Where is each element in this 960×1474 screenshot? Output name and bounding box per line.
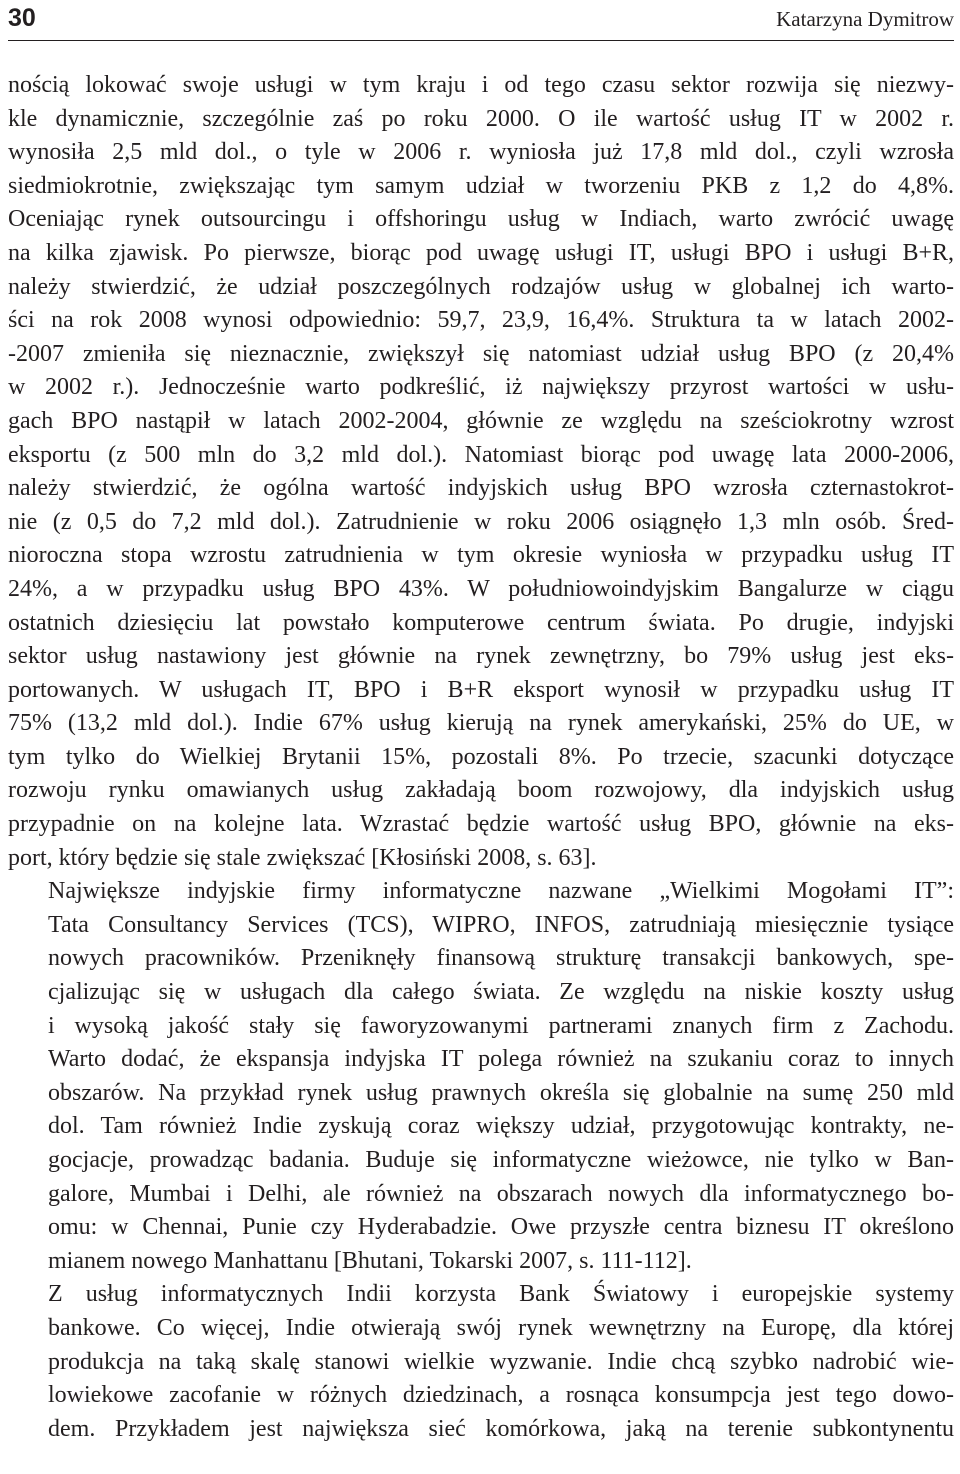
text-line: galore, Mumbai i Delhi, ale również na obszarach nowych dla informatycznego bo- xyxy=(48,1180,954,1207)
body-text xyxy=(8,69,954,1446)
text-line: siedmiokrotnie, zwiększając tym samym udział w tworzeniu PKB z 1,2 do 4,8%. xyxy=(8,172,954,199)
text-line: nowych pracowników. Przeniknęły finansową strukturę transakcji bankowych, spe- xyxy=(48,945,954,972)
paragraph-2 xyxy=(8,875,954,1278)
text-line: wynosiła 2,5 mld dol., o tyle w 2006 r. wyniosła już 17,8 mld dol., czyli wzrosła xyxy=(8,139,954,166)
text-line: nioroczna stopa wzrostu zatrudnienia w tym okresie wyniosła w przypadku usług IT xyxy=(8,542,954,569)
text-line: nie (z 0,5 do 7,2 mld dol.). Zatrudnienie w roku 2006 osiągnęło 1,3 mln osób. Śred- xyxy=(8,508,954,535)
text-line: rozwoju rynku omawianych usług zakładają boom rozwojowy, dla indyjskich usług xyxy=(8,777,954,804)
text-line: ostatnich dziesięciu lat powstało komputerowe centrum świata. Po drugie, indyjski xyxy=(8,609,954,636)
text-line: należy stwierdzić, że ogólna wartość indyjskich usług BPO wzrosła czternastokrot- xyxy=(8,475,954,502)
text-line: gocjacje, prowadząc badania. Buduje się informatyczne wieżowce, nie tylko w Ban- xyxy=(48,1147,954,1173)
text-line: w 2002 r.). Jednocześnie warto podkreślić, iż największy przyrost wartości w usłu- xyxy=(8,374,954,401)
text-line: lowiekowe zacofanie w różnych dziedzinach, a rosnąca konsumpcja jest tego dowo- xyxy=(48,1382,954,1409)
text-line: nością lokować swoje usługi w tym kraju i od tego czasu sektor rozwija się niezwy- xyxy=(8,72,954,98)
text-line: dem. Przykładem jest największa sieć komórkowa, jaką na terenie subkontynentu xyxy=(48,1415,954,1442)
text-line: kle dynamicznie, szczególnie zaś po roku 2000. O ile wartość usług IT w 2002 r. xyxy=(8,105,954,132)
text-line: 24%, a w przypadku usług BPO 43%. W południowoindyjskim Bangalurze w ciągu xyxy=(8,575,954,602)
text-line: mianem nowego Manhattanu [Bhutani, Tokarski 2007, s. 111-112]. xyxy=(48,1247,692,1274)
text-line: portowanych. W usługach IT, BPO i B+R eksport wynosił w przypadku usług IT xyxy=(8,676,954,703)
text-line: ści na rok 2008 wynosi odpowiednio: 59,7, 23,9, 16,4%. Struktura ta w latach 2002- xyxy=(8,307,954,334)
text-line: port, który będzie się stale zwiększać [Kłosiński 2008, s. 63]. xyxy=(8,844,597,871)
text-line: -2007 zmieniła się nieznacznie, zwiększył się natomiast udział usług BPO (z 20,4% xyxy=(8,340,954,367)
text-line: produkcja na taką skalę stanowi wielkie wyzwanie. Indie chcą szybko nadrobić wie- xyxy=(48,1348,954,1375)
text-line: obszarów. Na przykład rynek usług prawnych określa się globalnie na sumę 250 mld xyxy=(48,1079,954,1106)
text-line: eksportu (z 500 mln do 3,2 mld dol.). Natomiast biorąc pod uwagę lata 2000-2006, xyxy=(8,441,954,468)
text-line: Największe indyjskie firmy informatyczne nazwane „Wielkimi Mogołami IT”: xyxy=(48,878,954,905)
text-line: omu: w Chennai, Punie czy Hyderabadzie. Owe przyszłe centra biznesu IT określono xyxy=(48,1214,954,1241)
text-line: 75% (13,2 mld dol.). Indie 67% usług kierują na rynek amerykański, 25% do UE, w xyxy=(8,710,954,737)
text-line: należy stwierdzić, że udział poszczególnych rodzajów usług w globalnej ich warto- xyxy=(8,273,954,300)
text-line: Z usług informatycznych Indii korzysta Bank Światowy i europejskie systemy xyxy=(48,1281,954,1308)
text-line: Warto dodać, że ekspansja indyjska IT polega również na szukaniu coraz to innych xyxy=(48,1046,954,1073)
paragraph-1 xyxy=(8,69,954,875)
text-line: sektor usług nastawiony jest głównie na rynek zewnętrzny, bo 79% usług jest eks- xyxy=(8,643,954,670)
page-number: 30 xyxy=(8,4,36,32)
text-line: tym tylko do Wielkiej Brytanii 15%, pozostali 8%. Po trzecie, szacunki dotyczące xyxy=(8,743,954,770)
text-line: Tata Consultancy Services (TCS), WIPRO, INFOS, zatrudniają miesięcznie tysiące xyxy=(48,911,954,938)
text-line: na kilka zjawisk. Po pierwsze, biorąc pod uwagę usługi IT, usługi BPO i usługi B+R, xyxy=(8,239,954,266)
text-line: dol. Tam również Indie zyskują coraz większy udział, przygotowując kontrakty, ne- xyxy=(48,1113,954,1140)
text-line: gach BPO nastąpił w latach 2002-2004, głównie ze względu na sześciokrotny wzrost xyxy=(8,407,954,434)
text-line: bankowe. Co więcej, Indie otwierają swój rynek wewnętrzny na Europę, dla której xyxy=(48,1314,954,1341)
paragraph-3 xyxy=(8,1278,954,1446)
text-line: cjalizując się w usługach dla całego świata. Ze względu na niskie koszty usług xyxy=(48,979,954,1006)
text-line: i wysoką jakość stały się faworyzowanymi partnerami znanych firm z Zachodu. xyxy=(48,1012,954,1039)
text-line: Oceniając rynek outsourcingu i offshoringu usług w Indiach, warto zwrócić uwagę xyxy=(8,206,954,233)
running-header xyxy=(8,0,954,41)
text-line: przypadnie on na kolejne lata. Wzrastać będzie wartość usług BPO, głównie na eks- xyxy=(8,811,954,838)
running-author: Katarzyna Dymitrow xyxy=(776,7,954,31)
